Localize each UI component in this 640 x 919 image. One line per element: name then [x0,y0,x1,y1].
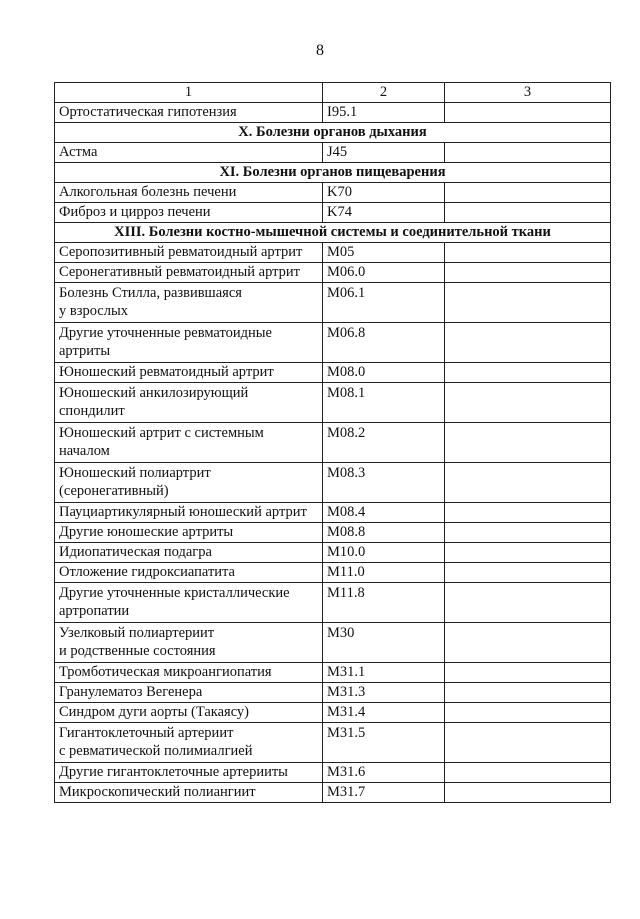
disease-name-cell: Серонегативный ревматоидный артрит [55,263,323,283]
disease-name-cell: Болезнь Стилла, развившаяся у взрослых [55,283,323,323]
disease-name-cell: Другие уточненные ревматоидные артриты [55,323,323,363]
table-row [55,563,611,583]
disease-name-cell: Другие гигантоклеточные артерииты [55,763,323,783]
icd-code-cell: M11.8 [323,583,445,623]
note-cell [445,523,611,543]
disease-name-cell: Юношеский анкилозирующий спондилит [55,383,323,423]
note-cell [445,363,611,383]
disease-name-cell: Отложение гидроксиапатита [55,563,323,583]
column-header-1: 1 [55,83,323,103]
disease-name-cell: Юношеский ревматоидный артрит [55,363,323,383]
note-cell [445,103,611,123]
icd-code-cell: M08.4 [323,503,445,523]
table-row [55,363,611,383]
note-cell [445,183,611,203]
disease-name-cell: Микроскопический полиангиит [55,783,323,803]
note-cell [445,623,611,663]
disease-name-cell: Фиброз и цирроз печени [55,203,323,223]
icd-code-cell: M06.1 [323,283,445,323]
disease-name-cell: Узелковый полиартериит и родственные состояния [55,623,323,663]
column-header-2: 2 [323,83,445,103]
disease-name-cell: Пауциартикулярный юношеский артрит [55,503,323,523]
note-cell [445,143,611,163]
note-cell [445,463,611,503]
disease-name-cell: Гранулематоз Вегенера [55,683,323,703]
table-row [55,143,611,163]
table-row [55,263,611,283]
table-row [55,503,611,523]
disease-name-cell: Тромботическая микроангиопатия [55,663,323,683]
table-header-row [55,83,611,103]
table-row [55,103,611,123]
note-cell [445,683,611,703]
table-row [55,423,611,463]
section-heading-row [55,123,611,143]
table-row [55,383,611,423]
table-row [55,783,611,803]
table-row [55,463,611,503]
note-cell [445,583,611,623]
table-row [55,523,611,543]
disease-name-cell: Идиопатическая подагра [55,543,323,563]
icd-code-cell: M31.6 [323,763,445,783]
disease-name-cell: Синдром дуги аорты (Такаясу) [55,703,323,723]
note-cell [445,563,611,583]
table-row [55,183,611,203]
table-row [55,663,611,683]
icd-code-cell: K74 [323,203,445,223]
icd-code-cell: M31.7 [323,783,445,803]
icd-code-cell: M30 [323,623,445,663]
table-row [55,763,611,783]
disease-name-cell: Ортостатическая гипотензия [55,103,323,123]
note-cell [445,423,611,463]
note-cell [445,203,611,223]
table-body [55,83,611,803]
disease-name-cell: Юношеский полиартрит (серонегативный) [55,463,323,503]
table-row [55,203,611,223]
icd-code-cell: M10.0 [323,543,445,563]
table-row [55,243,611,263]
column-header-3: 3 [445,83,611,103]
icd-code-cell: M08.0 [323,363,445,383]
icd-code-cell: M31.3 [323,683,445,703]
note-cell [445,243,611,263]
note-cell [445,703,611,723]
note-cell [445,283,611,323]
page-number: 8 [316,42,324,59]
note-cell [445,723,611,763]
note-cell [445,663,611,683]
section-title: XIII. Болезни костно-мышечной системы и соединительной ткани [55,223,611,243]
disease-name-cell: Алкогольная болезнь печени [55,183,323,203]
section-heading-row [55,223,611,243]
icd-code-cell: K70 [323,183,445,203]
icd-code-cell: M11.0 [323,563,445,583]
section-heading-row [55,163,611,183]
table-row [55,283,611,323]
disease-name-cell: Гигантоклеточный артериит с ревматической полимиалгией [55,723,323,763]
disease-name-cell: Другие уточненные кристаллические артропатии [55,583,323,623]
note-cell [445,763,611,783]
table-row [55,583,611,623]
diagnosis-table [54,82,611,803]
note-cell [445,323,611,363]
icd-code-cell: M31.5 [323,723,445,763]
icd-code-cell: M31.4 [323,703,445,723]
icd-code-cell: M08.1 [323,383,445,423]
note-cell [445,383,611,423]
icd-code-cell: M08.2 [323,423,445,463]
disease-name-cell: Другие юношеские артриты [55,523,323,543]
icd-code-cell: M06.8 [323,323,445,363]
icd-code-cell: M06.0 [323,263,445,283]
section-title: XI. Болезни органов пищеварения [55,163,611,183]
icd-code-cell: J45 [323,143,445,163]
note-cell [445,783,611,803]
note-cell [445,263,611,283]
table-row [55,683,611,703]
table-row [55,543,611,563]
icd-code-cell: M05 [323,243,445,263]
icd-code-cell: M31.1 [323,663,445,683]
disease-name-cell: Юношеский артрит с системным началом [55,423,323,463]
table-row [55,323,611,363]
disease-name-cell: Астма [55,143,323,163]
disease-name-cell: Серопозитивный ревматоидный артрит [55,243,323,263]
section-title: X. Болезни органов дыхания [55,123,611,143]
icd-code-cell: I95.1 [323,103,445,123]
table-row [55,703,611,723]
icd-code-cell: M08.8 [323,523,445,543]
table-row [55,723,611,763]
table-row [55,623,611,663]
note-cell [445,503,611,523]
icd-code-cell: M08.3 [323,463,445,503]
note-cell [445,543,611,563]
